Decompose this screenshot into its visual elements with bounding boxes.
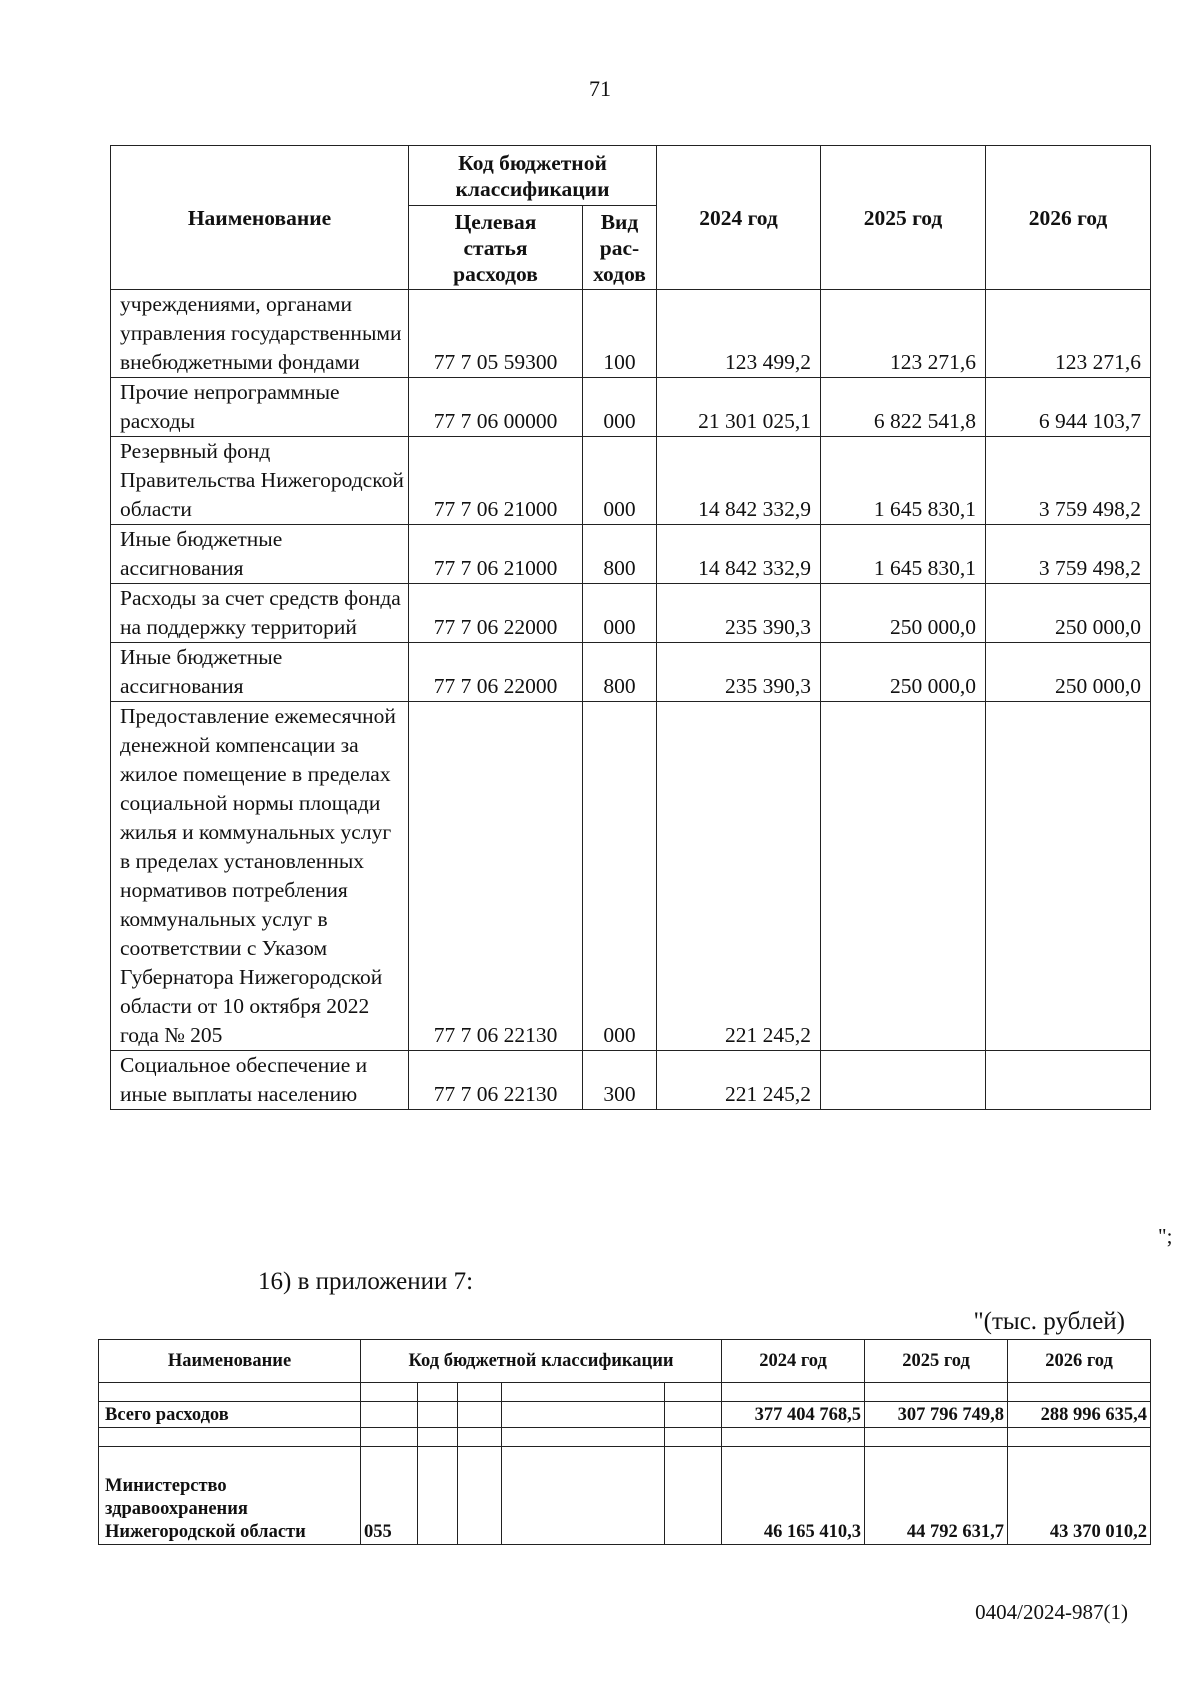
expenses-table [110, 145, 1151, 1110]
table-row [111, 378, 1151, 437]
row-2026: 250 000,0 [986, 584, 1151, 643]
row-2026: 250 000,0 [986, 643, 1151, 702]
header-name: Наименование [111, 146, 409, 290]
row-name: Предоставление ежемесячной денежной компенсации за жилое помещение в пределах социальной нормы площади жилья и коммунальных услуг в пределах установленных нормативов потребления коммунальных услуг в соответствии с Указом Губернатора Нижегородской области от 10 октября 2022 года № 205 [111, 702, 409, 1051]
header-expense-type: Вид рас-ходов [583, 206, 657, 290]
row-code: 77 7 05 59300 [409, 290, 583, 378]
spacer-row [99, 1383, 1151, 1402]
t2-header-code-group: Код бюджетной классификации [361, 1340, 722, 1383]
t2-header-2025: 2025 год [865, 1340, 1008, 1383]
ministry-row-2025: 44 792 631,7 [865, 1447, 1008, 1545]
header-2026: 2026 год [986, 146, 1151, 290]
total-row-2025: 307 796 749,8 [865, 1402, 1008, 1428]
spacer-row [99, 1428, 1151, 1447]
row-2025: 123 271,6 [821, 290, 986, 378]
row-2026: 123 271,6 [986, 290, 1151, 378]
ministry-row-code: 055 [361, 1447, 418, 1545]
row-vid: 300 [583, 1051, 657, 1110]
row-2025 [821, 1051, 986, 1110]
table-row [111, 1051, 1151, 1110]
row-name: Иные бюджетные ассигнования [111, 525, 409, 584]
row-2026: 3 759 498,2 [986, 437, 1151, 525]
ministry-row [99, 1447, 1151, 1545]
item-heading: 16) в приложении 7: [258, 1268, 474, 1295]
row-2025: 1 645 830,1 [821, 525, 986, 584]
row-code: 77 7 06 21000 [409, 437, 583, 525]
row-code: 77 7 06 00000 [409, 378, 583, 437]
row-vid: 000 [583, 378, 657, 437]
row-2024: 235 390,3 [657, 584, 821, 643]
row-vid: 000 [583, 702, 657, 1051]
department-expenses-table [98, 1339, 1151, 1545]
row-2024: 123 499,2 [657, 290, 821, 378]
header-2024: 2024 год [657, 146, 821, 290]
row-2025 [821, 702, 986, 1051]
total-row-2026: 288 996 635,4 [1008, 1402, 1151, 1428]
total-row-2024: 377 404 768,5 [722, 1402, 865, 1428]
ministry-row-name: Министерство здравоохранения Нижегородской области [99, 1447, 361, 1545]
t2-header-2026: 2026 год [1008, 1340, 1151, 1383]
row-2024: 221 245,2 [657, 1051, 821, 1110]
ministry-row-2026: 43 370 010,2 [1008, 1447, 1151, 1545]
t2-header-name: Наименование [99, 1340, 361, 1383]
row-vid: 100 [583, 290, 657, 378]
table-row [111, 290, 1151, 378]
header-target-item: Целевая статья расходов [409, 206, 583, 290]
row-2026 [986, 1051, 1151, 1110]
document-id: 0404/2024-987(1) [975, 1600, 1128, 1624]
closing-quote-mark: "; [1158, 1224, 1173, 1248]
header-code-group: Код бюджетной классификации [409, 146, 657, 206]
row-2026: 3 759 498,2 [986, 525, 1151, 584]
row-vid: 800 [583, 643, 657, 702]
row-name: учреждениями, органами управления государственными внебюджетными фондами [111, 290, 409, 378]
table-row [111, 525, 1151, 584]
units-label: "(тыс. рублей) [973, 1308, 1125, 1335]
row-name: Иные бюджетные ассигнования [111, 643, 409, 702]
row-2024: 21 301 025,1 [657, 378, 821, 437]
t2-header-2024: 2024 год [722, 1340, 865, 1383]
table-row [111, 643, 1151, 702]
row-2025: 250 000,0 [821, 643, 986, 702]
row-2025: 1 645 830,1 [821, 437, 986, 525]
row-code: 77 7 06 22000 [409, 643, 583, 702]
total-row-name: Всего расходов [99, 1402, 361, 1428]
ministry-row-2024: 46 165 410,3 [722, 1447, 865, 1545]
row-vid: 000 [583, 437, 657, 525]
row-2026 [986, 702, 1151, 1051]
row-name: Прочие непрограммные расходы [111, 378, 409, 437]
row-2025: 250 000,0 [821, 584, 986, 643]
page-number: 71 [589, 76, 611, 101]
row-name: Расходы за счет средств фонда на поддержку территорий [111, 584, 409, 643]
row-vid: 000 [583, 584, 657, 643]
row-vid: 800 [583, 525, 657, 584]
table-row [111, 702, 1151, 1051]
row-2024: 14 842 332,9 [657, 437, 821, 525]
row-code: 77 7 06 22000 [409, 584, 583, 643]
row-2024: 235 390,3 [657, 643, 821, 702]
total-row [99, 1402, 1151, 1428]
row-code: 77 7 06 22130 [409, 1051, 583, 1110]
row-2024: 14 842 332,9 [657, 525, 821, 584]
row-name: Резервный фонд Правительства Нижегородской области [111, 437, 409, 525]
row-2024: 221 245,2 [657, 702, 821, 1051]
table-row [111, 437, 1151, 525]
row-code: 77 7 06 21000 [409, 525, 583, 584]
row-2026: 6 944 103,7 [986, 378, 1151, 437]
row-2025: 6 822 541,8 [821, 378, 986, 437]
row-code: 77 7 06 22130 [409, 702, 583, 1051]
table-row [111, 584, 1151, 643]
header-2025: 2025 год [821, 146, 986, 290]
row-name: Социальное обеспечение и иные выплаты населению [111, 1051, 409, 1110]
